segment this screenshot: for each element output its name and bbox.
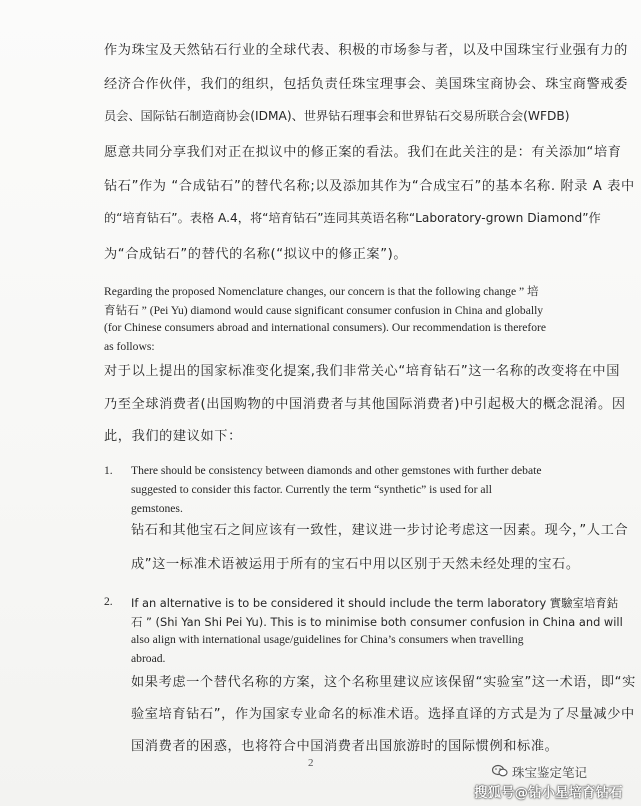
- item-cn-line: 钻石和其他宝石之间应该有一致性，建议进一步讨论考虑这一因素。现今，”人工合: [131, 523, 629, 538]
- intro-cn-line: 作为珠宝及天然钻石行业的全球代表、积极的市场参与者，以及中国珠宝行业强有力的: [104, 43, 628, 58]
- item-en-line: suggested to consider this factor. Currently the term “synthetic” is used for all: [131, 483, 492, 496]
- item-cn-line: 国消费者的困惑，也将符合中国消费者出国旅游时的国际惯例和标准。: [131, 739, 559, 754]
- intro-cn-line: 钻石”作为 “合成钻石”的替代名称;以及添加其作为“合成宝石”的基本名称. 附录 A 表中: [104, 179, 635, 194]
- intro-cn-line: 为“合成钻石”的替代的名称(“拟议中的修正案”)。: [104, 247, 408, 262]
- item-en-line: gemstones.: [131, 502, 183, 515]
- concern-en-line: Regarding the proposed Nomenclature changes, our concern is that the following change ” 培: [104, 285, 539, 298]
- intro-cn-line: 愿意共同分享我们对正在拟议中的修正案的看法。我们在此关注的是：有关添加“培育: [104, 145, 622, 160]
- item-cn-line: 成”这一标准术语被运用于所有的宝石中用以区别于天然未经处理的宝石。: [131, 557, 580, 572]
- concern-en-line: as follows:: [104, 340, 155, 353]
- item-number: 1.: [104, 464, 113, 477]
- concern-cn-line: 乃至全球消费者(出国购物的中国消费者与其他国际消费者)中引起极大的概念混淆。因: [104, 397, 626, 412]
- item-number: 2.: [104, 595, 113, 608]
- concern-en-line: 育钻石 ” (Pei Yu) diamond would cause significant consumer confusion in China and globally: [104, 304, 544, 317]
- item-en-line: also align with international usage/guidelines for China’s consumers when travelling: [131, 633, 524, 646]
- item-en-line: abroad.: [131, 652, 166, 665]
- concern-cn-line: 对于以上提出的国家标准变化提案,我们非常关心“培育钻石”这一名称的改变将在中国: [104, 364, 621, 379]
- wechat-icon: [492, 764, 508, 778]
- item-cn-line: 如果考虑一个替代名称的方案，这个名称里建议应该保留“实验室”这一术语，即“实: [131, 675, 636, 690]
- concern-cn-line: 此，我们的建议如下：: [104, 429, 242, 444]
- intro-cn-line: 员会、国际钻石制造商协会(IDMA)、世界钻石理事会和世界钻石交易所联合会(WFDB): [104, 109, 570, 123]
- watermark-account-name: 珠宝鉴定笔记: [512, 765, 588, 780]
- intro-cn-line: 经济合作伙伴，我们的组织，包括负责任珠宝理事会、美国珠宝商协会、珠宝商警戒委: [104, 77, 628, 92]
- item-en-line: There should be consistency between diamonds and other gemstones with further debate: [131, 464, 542, 477]
- watermark-source: 搜狐号@钻小星培育钻石: [474, 785, 623, 801]
- page-number: 2: [308, 757, 314, 769]
- item-cn-line: 验室培育钻石”，作为国家专业命名的标准术语。选择直译的方式是为了尽量减少中: [131, 707, 635, 722]
- item-en-line: 石 ” (Shi Yan Shi Pei Yu). This is to minimise both consumer confusion in China and will: [131, 615, 623, 629]
- item-en-line: If an alternative is to be considered it should include the term laboratory 實驗室培育鈷: [131, 596, 619, 610]
- intro-cn-line: 的“培育钻石”。表格 A.4，将“培育钻石”连同其英语名称“Laboratory-grown Diamond”作: [104, 211, 601, 225]
- concern-en-line: (for Chinese consumers abroad and international consumers). Our recommendation is therefore: [104, 321, 547, 334]
